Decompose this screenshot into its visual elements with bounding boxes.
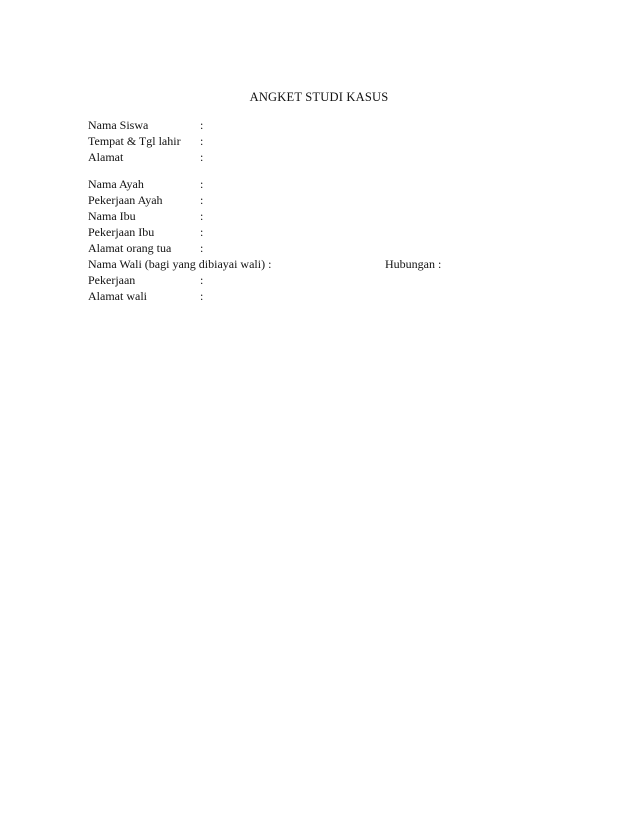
document-title: ANGKET STUDI KASUS: [249, 90, 389, 104]
field-colon: :: [200, 225, 204, 239]
field-hubungan: Hubungan :: [385, 257, 442, 271]
field-label: Pekerjaan Ayah: [88, 193, 163, 207]
field-nama-siswa: [88, 117, 212, 133]
field-pekerjaan-wali: [88, 272, 212, 288]
field-nama-ayah: [88, 176, 212, 192]
field-colon: :: [200, 118, 204, 132]
field-colon: :: [200, 150, 204, 164]
field-colon: :: [200, 193, 204, 207]
field-nama-wali: [88, 256, 271, 272]
field-label: Alamat wali: [88, 289, 147, 303]
field-label: Pekerjaan Ibu: [88, 225, 155, 239]
field-colon: :: [200, 241, 204, 255]
field-label: Nama Ibu: [88, 209, 136, 223]
field-colon: :: [200, 177, 204, 191]
field-label: Nama Ayah: [88, 177, 144, 191]
field-colon: :: [200, 134, 204, 148]
field-colon: :: [200, 273, 204, 287]
field-colon: :: [200, 209, 204, 223]
field-label: Nama Siswa: [88, 118, 149, 132]
field-label: Nama Wali (bagi yang dibiayai wali) :: [88, 257, 272, 271]
field-colon: :: [200, 289, 204, 303]
field-pekerjaan-ibu: [88, 224, 212, 240]
field-label: Pekerjaan: [88, 273, 136, 287]
field-label: Alamat orang tua: [88, 241, 172, 255]
field-nama-ibu: [88, 208, 212, 224]
field-alamat-orang-tua: [88, 240, 212, 256]
field-label: Tempat & Tgl lahir: [88, 134, 181, 148]
field-pekerjaan-ayah: [88, 192, 212, 208]
field-label: Alamat: [88, 150, 124, 164]
field-alamat: [88, 149, 212, 165]
field-alamat-wali: [88, 288, 212, 304]
field-tempat-tgl-lahir: [88, 133, 212, 149]
